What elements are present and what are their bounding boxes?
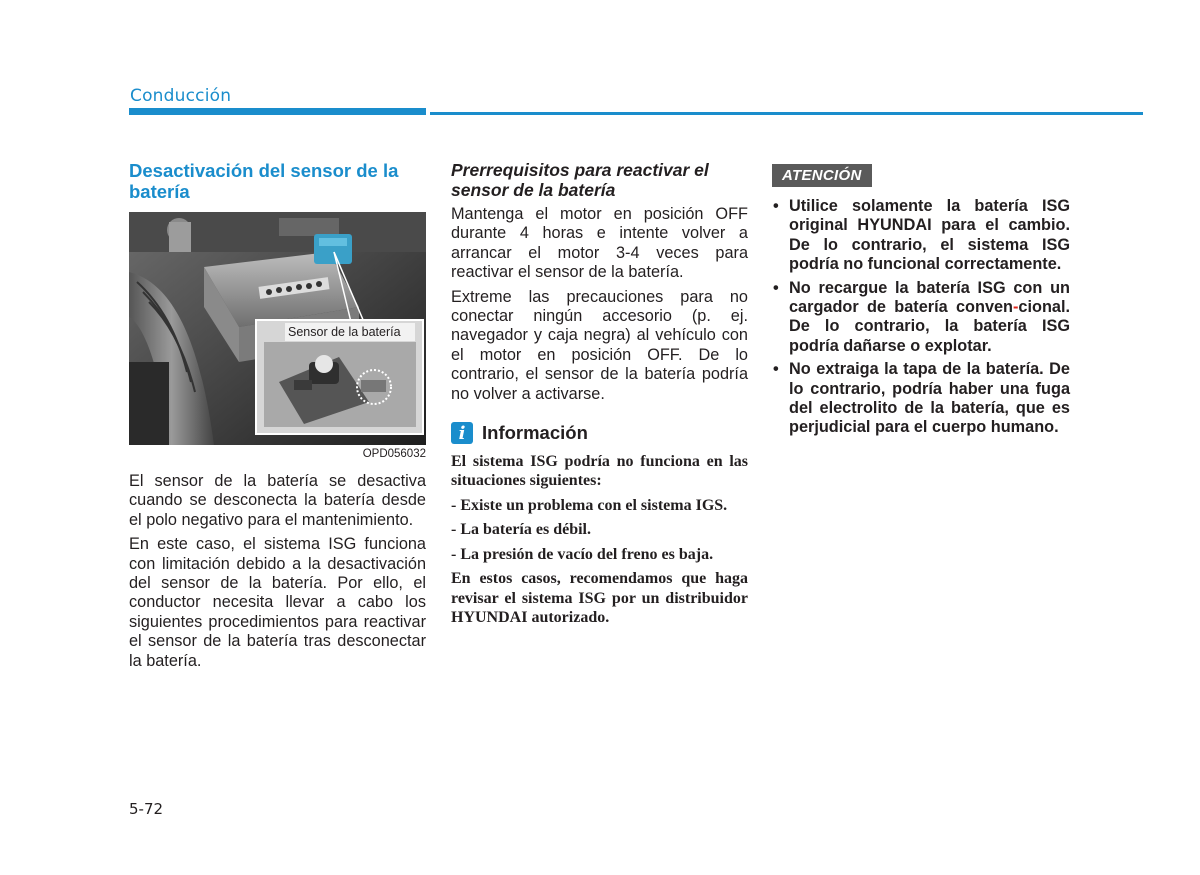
info-icon: i	[451, 422, 473, 444]
caution-item	[772, 197, 1070, 275]
column-middle	[451, 160, 748, 632]
caution-item	[772, 279, 1070, 357]
info-outro: En estos casos, recomendamos que haga revisar el sistema ISG por un distribuidor HYUNDAI autorizado.	[451, 570, 748, 626]
info-item: - Existe un problema con el sistema IGS.	[451, 496, 728, 514]
figure-code: OPD056032	[362, 448, 426, 460]
paragraph: Mantenga el motor en posición OFF durante 4 horas e intente volver a arrancar el motor 3-4 veces para reactivar el sensor de la batería.	[451, 205, 748, 282]
header-bar-thick	[129, 108, 426, 115]
column-left	[129, 160, 426, 676]
caution-text: cional. De lo contrario, la batería ISG podría dañarse o explotar.	[789, 298, 1070, 355]
bullet-icon: •	[773, 197, 779, 215]
caution-text: No recargue la batería ISG con un cargador de batería conven	[789, 278, 1070, 317]
page-number: 5-72	[129, 800, 164, 818]
figure-label-box: Sensor de la batería	[285, 323, 415, 341]
info-intro: El sistema ISG podría no funciona en las situaciones siguientes:	[451, 453, 748, 490]
bullet-icon: •	[773, 278, 779, 297]
section-title: Conducción	[130, 86, 232, 106]
info-header	[451, 422, 748, 444]
column-right	[772, 160, 1070, 442]
paragraph: El sensor de la batería se desactiva cuando se desconecta la batería desde el polo negativo para el mantenimiento.	[129, 472, 426, 529]
info-item: - La presión de vacío del freno es baja.	[451, 545, 714, 563]
caution-text: No extraiga la tapa de la batería. De lo contrario, podría haber una fuga del electrolito de la batería, que es perjudicial para el cuerpo humano.	[789, 360, 1070, 437]
caution-badge: ATENCIÓN	[772, 164, 872, 187]
subsection-heading: Prerrequisitos para reactivar el sensor de la batería	[451, 160, 709, 200]
caution-item	[772, 360, 1070, 438]
hyphen-mark: -	[1013, 298, 1019, 317]
battery-sensor-figure	[129, 212, 426, 445]
paragraph: En este caso, el sistema ISG funciona con limitación debido a la desactivación del sensor de la batería. Por ello, el conductor necesita llevar a cabo los siguientes procedimientos para reactivar el sensor de la batería tras desconectar la batería.	[129, 535, 426, 670]
header-bar-thin	[430, 112, 1143, 115]
info-title: Información	[482, 422, 588, 444]
paragraph: Extreme las precauciones para no conectar ningún accesorio (p. ej. navegador y caja negra) al vehículo con el motor en posición OFF. De lo contrario, el sensor de la batería podría no volver a activarse.	[451, 287, 748, 403]
caution-text: Utilice solamente la batería ISG original HYUNDAI para el cambio. De lo contrario, el sistema ISG podría no funcional correctamente.	[789, 197, 1070, 274]
info-item: - La batería es débil.	[451, 521, 591, 539]
section-heading: Desactivación del sensor de la batería	[129, 160, 399, 202]
caution-list	[772, 197, 1070, 438]
bullet-icon: •	[773, 360, 779, 379]
